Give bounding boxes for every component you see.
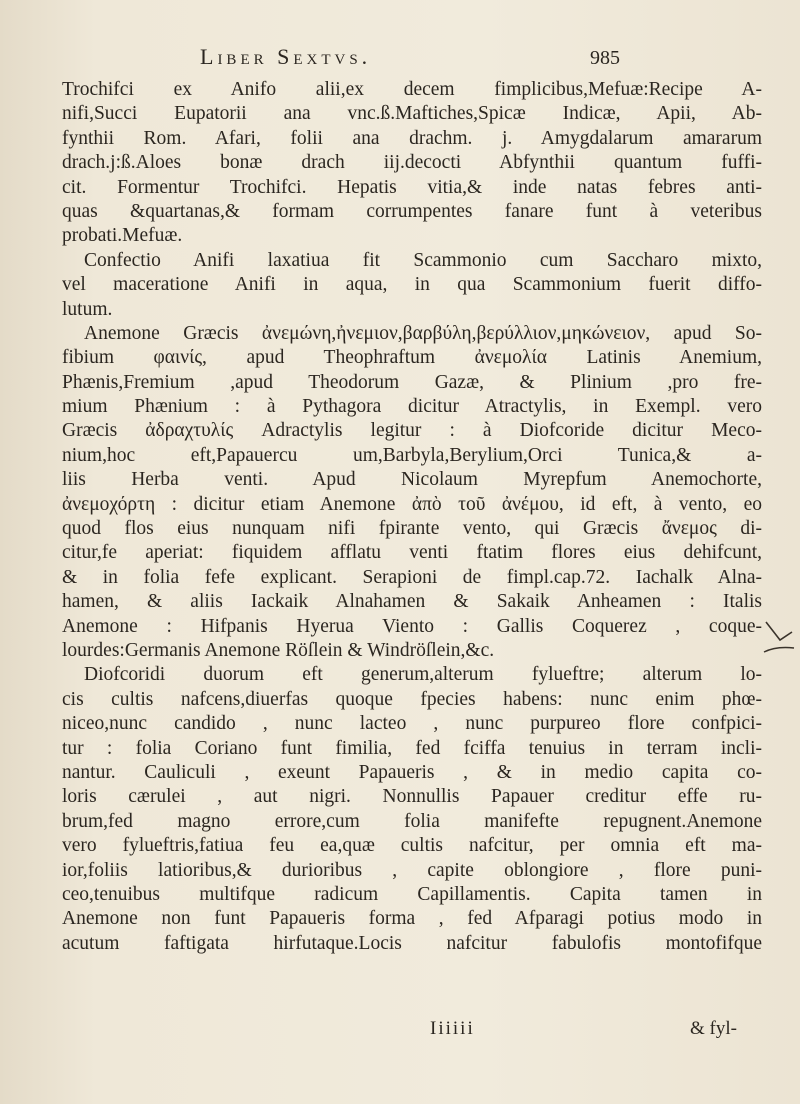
margin-ink-mark-icon (762, 618, 796, 658)
text-line: Trochifci ex Anifo alii,ex decem fimplicibus,Mefuæ:Recipe A- (62, 79, 762, 100)
text-line: Anemone Græcis ἀνεμώνη,ἠνεμιον,βαρβύλη,βερύλλιον,μηκώνειον, apud So- (84, 322, 762, 344)
text-line: Diofcoridi duorum eft generum,alterum fylueftre; alterum lo- (84, 664, 762, 686)
text-line: nifi,Succi Eupatorii ana vnc.ß.Maftiches,Spicæ Indicæ, Apii, Ab- (62, 103, 762, 125)
text-line: ceo,tenuibus multifque radicum Capillamentis. Capita tamen in (62, 883, 762, 905)
text-line: loris cærulei , aut nigri. Nonnullis Papauer creditur effe ru- (62, 786, 762, 808)
text-line: & in folia fefe explicant. Serapioni de fimpl.cap.72. Iachalk Alna- (62, 566, 762, 588)
signature-mark: Iiiiii (430, 1018, 475, 1039)
text-line: lourdes:Germanis Anemone Röſlein & Windröſlein,&c. (62, 639, 495, 661)
text-line: fibium φαινίς, apud Theophraftum ἀνεμολία Latinis Anemium, (62, 347, 762, 369)
body-text (62, 78, 762, 956)
text-line: Græcis ἀδραχτυλίς Adractylis legitur : à Diofcoride dicitur Meco- (62, 420, 762, 442)
text-line: liis Herba venti. Apud Nicolaum Myrepfum Anemochorte, (62, 469, 762, 491)
text-line: ior,foliis latioribus,& durioribus , capite oblongiore , flore puni- (62, 859, 762, 881)
running-title: Liber Sextvs. (200, 44, 372, 69)
text-line: nium,hoc eft,Papauercu um,Barbyla,Berylium,Orci Tunica,& a- (62, 444, 762, 466)
text-line: mium Phænium : à Pythagora dicitur Atractylis, in Exempl. vero (62, 396, 762, 418)
text-line: brum,fed magno errore,cum folia manifefte repugnent.Anemone (62, 810, 762, 832)
text-line: lutum. (62, 298, 113, 320)
text-line: cit. Formentur Trochifci. Hepatis vitia,& inde natas febres anti- (62, 176, 762, 198)
text-line: vel maceratione Anifi in aqua, in qua Scammonium fuerit diffo- (62, 274, 762, 296)
text-line: hamen, & aliis Iackaik Alnahamen & Sakaik Anheamen : Italis (62, 591, 762, 613)
text-line: Confectio Anifi laxatiua fit Scammonio cum Saccharo mixto, (84, 249, 762, 271)
text-line: probati.Mefuæ. (62, 225, 183, 247)
catchword: & fyl- (690, 1018, 737, 1039)
text-line: vero fylueftris,fatiua feu ea,quæ cultis nafcitur, per omnia eft ma- (62, 835, 762, 857)
text-line: drach.j:ß.Aloes bonæ drach iij.decocti Abfynthii quantum fuffi- (62, 152, 762, 174)
text-line: acutum faftigata hirfutaque.Locis nafcitur fabulofis montofifque (62, 932, 762, 954)
text-line: niceo,nunc candido , nunc lacteo , nunc purpureo flore confpici- (62, 713, 762, 735)
text-line: cis cultis nafcens,diuerfas quoque fpecies habens: nunc enim phœ- (62, 688, 762, 710)
text-line: Anemone : Hifpanis Hyerua Viento : Gallis Coquerez , coque- (62, 615, 762, 637)
text-line: nantur. Cauliculi , exeunt Papaueris , & in medio capita co- (62, 761, 762, 783)
text-line: fynthii Rom. Afari, folii ana drachm. j. Amygdalarum amararum (62, 127, 762, 149)
text-line: Phænis,Fremium ,apud Theodorum Gazæ, & Plinium ,pro fre- (62, 371, 762, 393)
text-line: citur,fe aperiat: fiquidem afflatu venti ftatim flores eius dehifcunt, (62, 542, 762, 564)
page-header (200, 44, 620, 70)
text-line: tur : folia Coriano funt fimilia, fed fciffa tenuius in terram incli- (62, 737, 762, 759)
text-line: quas &quartanas,& formam corrumpentes fanare funt à veteribus (62, 200, 762, 222)
text-line: Anemone non funt Papaueris forma , fed Afparagi potius modo in (62, 908, 762, 930)
text-line: ἀνεμοχόρτη : dicitur etiam Anemone ἀπὸ τοῦ ἀνέμου, id eft, à vento, eo (62, 493, 762, 515)
text-line: quod flos eius nunquam nifi fpirante vento, qui Græcis ἄνεμος di- (62, 518, 762, 540)
page-number: 985 (590, 47, 620, 69)
